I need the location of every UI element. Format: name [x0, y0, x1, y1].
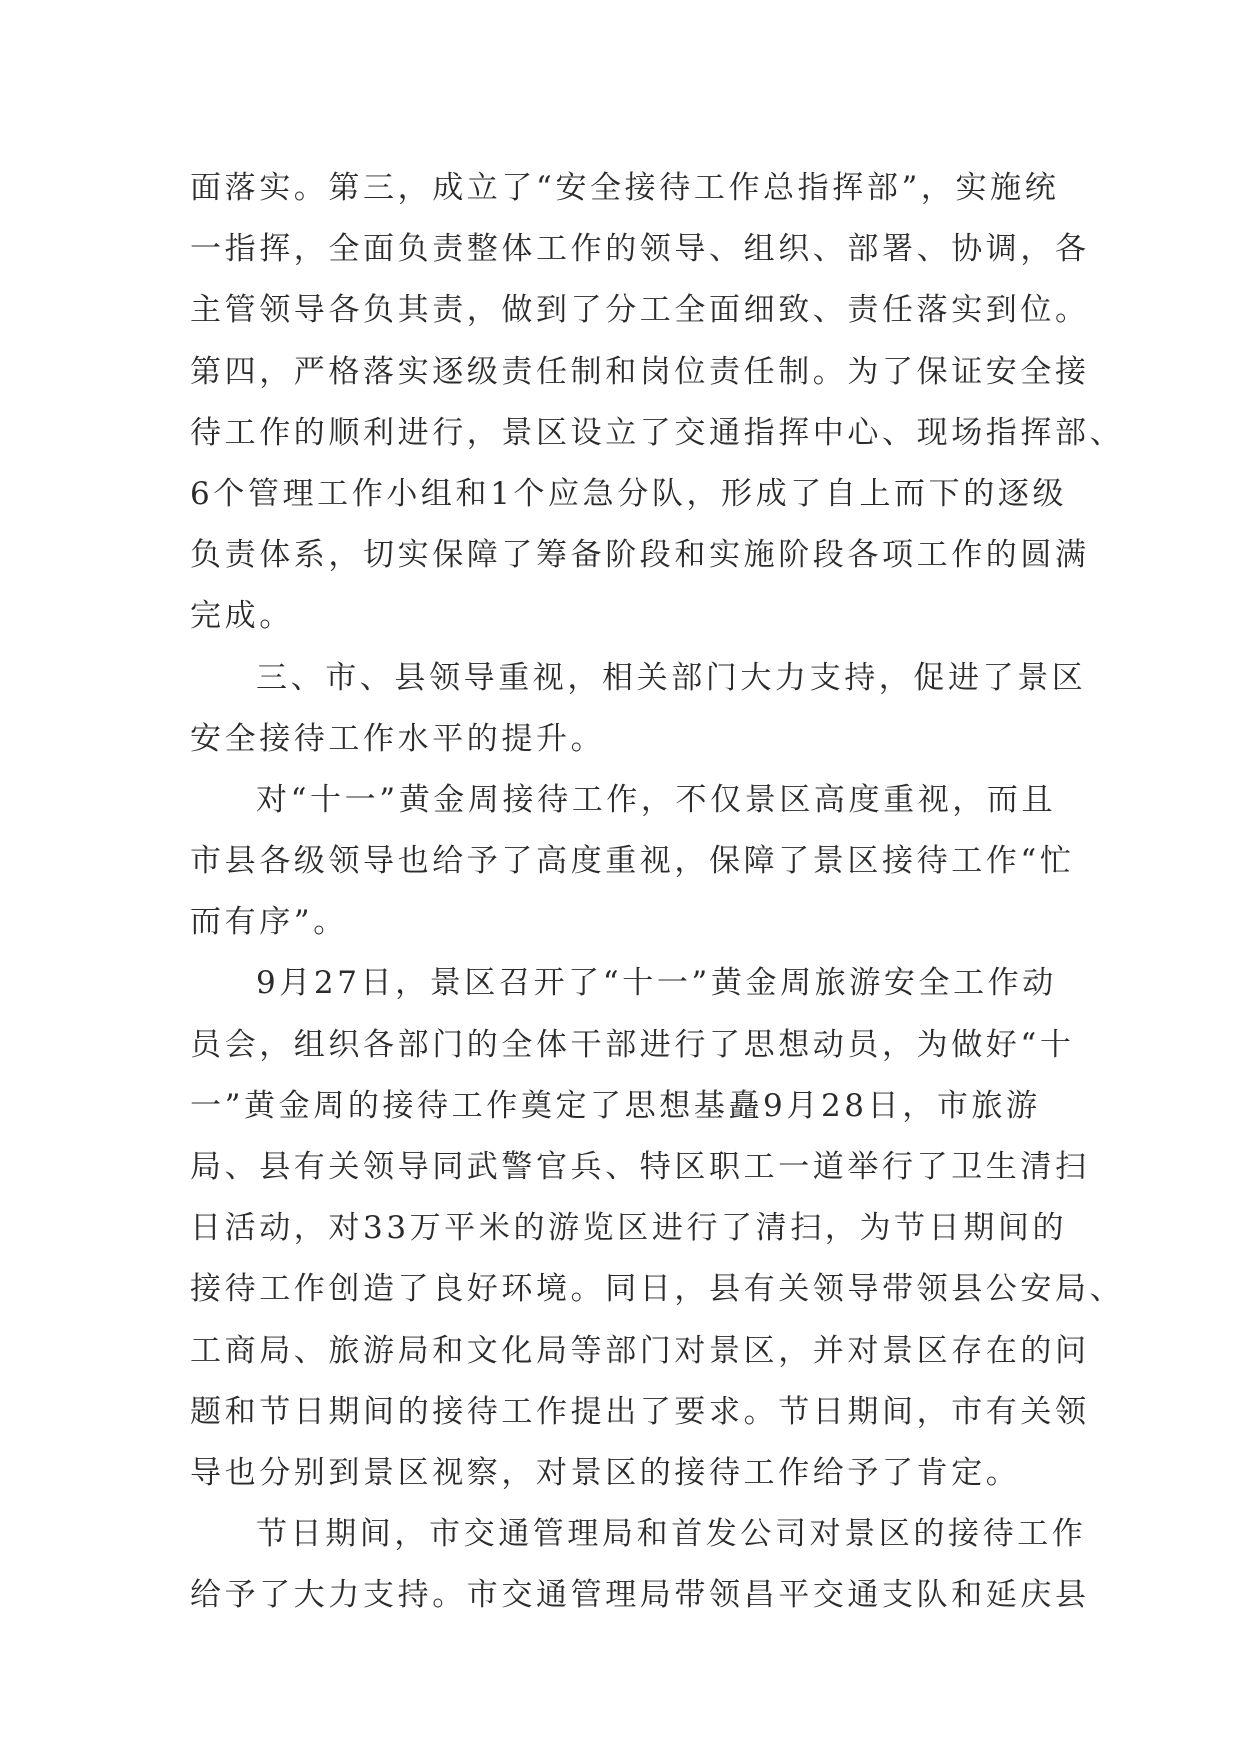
text-line: 工商局、旅游局和文化局等部门对景区，并对景区存在的问 — [190, 1332, 1090, 1369]
text-line: 面落实。第三，成立了“安全接待工作总指挥部”，实施统 — [190, 170, 1060, 206]
text-line: 6个管理工作小组和1个应急分队，形成了自上而下的逐级 — [190, 475, 1068, 512]
text-line: 导也分别到景区视察，对景区的接待工作给予了肯定。 — [190, 1454, 1021, 1491]
text-line: 日活动，对33万平米的游览区进行了清扫，为节日期间的 — [190, 1210, 1068, 1247]
text-line: 题和节日期间的接待工作提出了要求。节日期间，市有关领 — [190, 1393, 1090, 1430]
text-line: 对“十一”黄金周接待工作，不仅景区高度重视，而且 — [256, 781, 1057, 818]
text-line: 待工作的顺利进行，景区设立了交通指挥中心、现场指挥部、 — [190, 414, 1125, 451]
text-line: 一”黄金周的接待工作奠定了思想基矗9月28日，市旅游 — [190, 1087, 1041, 1124]
section-heading-line: 安全接待工作水平的提升。 — [190, 720, 606, 757]
text-line: 局、县有关领导同武警官兵、特区职工一道举行了卫生清扫 — [190, 1149, 1090, 1185]
document-body — [190, 158, 1125, 1627]
text-line: 9月27日，景区召开了“十一”黄金周旅游安全工作动 — [256, 965, 1057, 1002]
text-line: 负责体系，切实保障了筹备阶段和实施阶段各项工作的圆满 — [190, 537, 1090, 574]
text-line: 接待工作创造了良好环境。同日，县有关领导带领县公安局、 — [190, 1271, 1125, 1308]
text-line: 员会，组织各部门的全体干部进行了思想动员，为做好“十 — [190, 1026, 1075, 1063]
text-line: 一指挥，全面负责整体工作的领导、组织、部署、协调，各 — [190, 231, 1090, 268]
text-line: 节日期间，市交通管理局和首发公司对景区的接待工作 — [256, 1516, 1087, 1553]
text-line: 而有序”。 — [190, 904, 348, 941]
text-line: 第四，严格落实逐级责任制和岗位责任制。为了保证安全接 — [190, 353, 1090, 390]
text-line: 市县各级领导也给予了高度重视，保障了景区接待工作“忙 — [190, 843, 1075, 880]
section-heading-line: 三、市、县领导重视，相关部门大力支持，促进了景区 — [256, 659, 1087, 696]
text-line: 给予了大力支持。市交通管理局带领昌平交通支队和延庆县 — [190, 1577, 1090, 1614]
text-line: 完成。 — [190, 598, 294, 635]
text-line: 主管领导各负其责，做到了分工全面细致、责任落实到位。 — [190, 292, 1090, 329]
